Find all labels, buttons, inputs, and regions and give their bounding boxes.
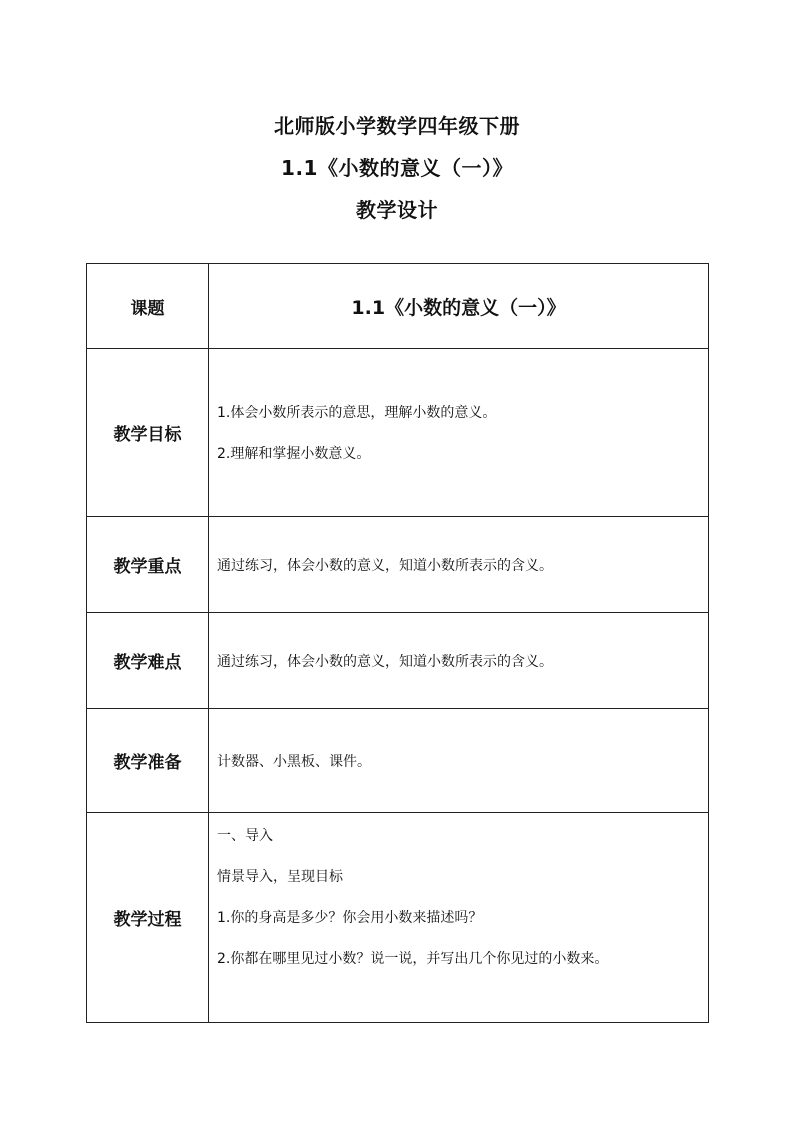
- title-textbook: 北师版小学数学四年级下册: [274, 114, 520, 138]
- label-topic: 课题: [87, 264, 209, 349]
- label-difficulties: 教学难点: [87, 613, 209, 709]
- label-preparation: 教学准备: [87, 709, 209, 813]
- row-key-points: [87, 517, 709, 613]
- row-process: [87, 813, 709, 1023]
- process-item: 情景导入，呈现目标: [217, 869, 343, 885]
- key-points-content: 通过练习，体会小数的意义，知道小数所表示的含义。: [209, 517, 709, 613]
- title-design: 教学设计: [356, 198, 438, 222]
- label-process: 教学过程: [87, 813, 209, 1023]
- process-item: 2.你都在哪里见过小数？说一说，并写出几个你见过的小数来。: [217, 951, 609, 967]
- goals-content: [209, 349, 709, 517]
- row-difficulties: [87, 613, 709, 709]
- difficulties-content: 通过练习，体会小数的意义，知道小数所表示的含义。: [209, 613, 709, 709]
- goal-item: 2.理解和掌握小数意义。: [217, 446, 371, 462]
- document-title: [0, 105, 794, 231]
- process-item: 1.你的身高是多少？你会用小数来描述吗？: [217, 910, 483, 926]
- title-lesson: 1.1《小数的意义（一）》: [281, 156, 513, 180]
- row-goals: [87, 349, 709, 517]
- lesson-plan-table: [86, 263, 709, 1023]
- row-topic: [87, 264, 709, 349]
- row-preparation: [87, 709, 709, 813]
- preparation-content: 计数器、小黑板、课件。: [209, 709, 709, 813]
- label-goals: 教学目标: [87, 349, 209, 517]
- goal-item: 1.体会小数所表示的意思，理解小数的意义。: [217, 405, 497, 421]
- process-content: [209, 813, 709, 1023]
- label-key-points: 教学重点: [87, 517, 209, 613]
- process-item: 一、导入: [217, 828, 273, 844]
- topic-value: 1.1《小数的意义（一）》: [209, 264, 709, 349]
